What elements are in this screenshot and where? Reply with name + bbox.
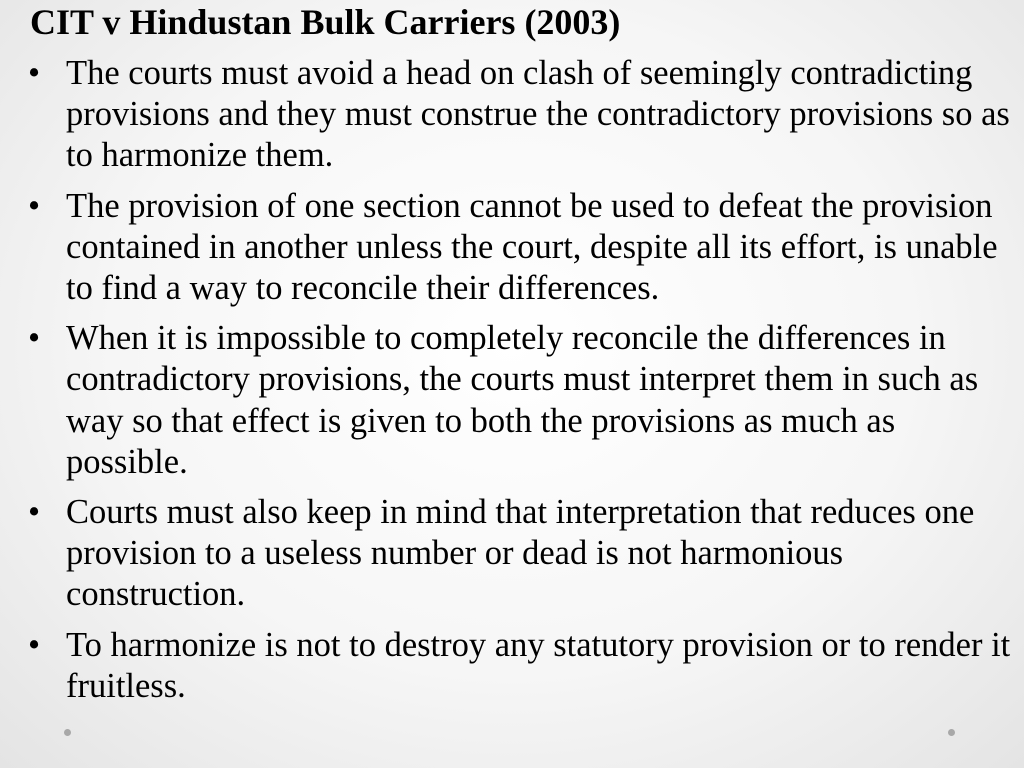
bullet-icon: •: [28, 625, 41, 664]
list-item: [28, 318, 1012, 483]
decorative-dot-icon: [64, 729, 71, 736]
slide-title: CIT v Hindustan Bulk Carriers (2003): [30, 2, 621, 42]
bullet-list: [28, 53, 1012, 716]
bullet-text: The courts must avoid a head on clash of seemingly contradicting provisions and they must construe the contradictory provisions so as to harmonize them.: [66, 54, 1010, 175]
decorative-dot-icon: [948, 729, 955, 736]
bullet-icon: •: [28, 54, 41, 92]
list-item: [28, 492, 1012, 616]
bullet-text: Courts must also keep in mind that interpretation that reduces one provision to a useless number or dead is not harmonious construction.: [66, 493, 975, 614]
bullet-text: To harmonize is not to destroy any statutory provision or to render it fruitless.: [66, 625, 1011, 705]
list-item: [28, 625, 1012, 707]
bullet-text: When it is impossible to completely reconcile the differences in contradictory provisions, the courts must interpret them in such as way so that effect is given to both the provisions as much as possible.: [66, 319, 979, 481]
list-item: [28, 53, 1012, 177]
bullet-icon: •: [28, 186, 41, 225]
bullet-icon: •: [28, 319, 41, 358]
bullet-icon: •: [28, 493, 41, 532]
list-item: [28, 186, 1012, 310]
bullet-text: The provision of one section cannot be used to defeat the provision contained in another unless the court, despite all its effort, is unable to find a way to reconcile their differences.: [66, 186, 998, 308]
